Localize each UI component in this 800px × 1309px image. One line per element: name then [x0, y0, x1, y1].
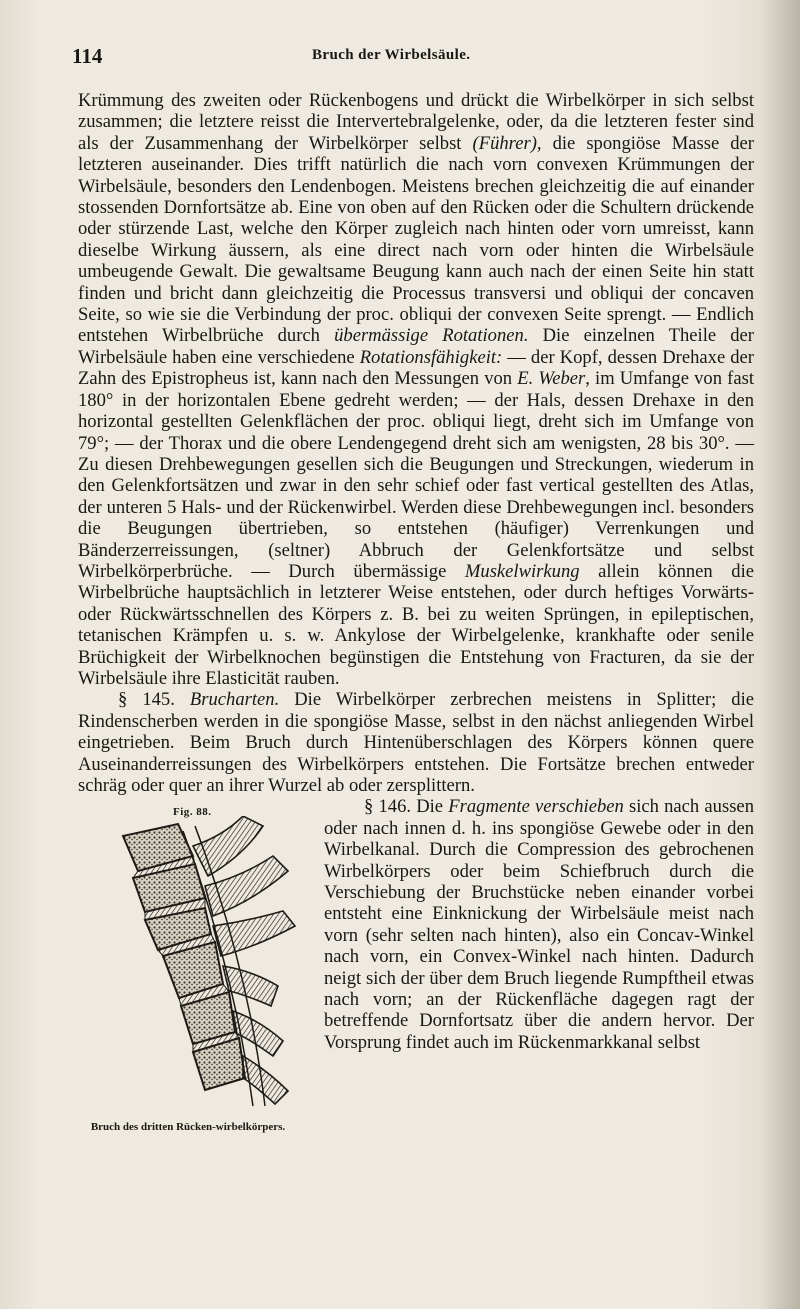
figure-88	[78, 796, 310, 1176]
running-title: Bruch der Wirbelsäule.	[312, 47, 471, 63]
paragraph: Krümmung des zweiten oder Rückenbogens und drückt die Wirbelkörper in sich selbst zusammen; die letztere reisst die Intervertebralgelenke, oder, da die letzteren fester sind als der Zusammenhang der Wirbelkörper selbst (Führer), die spongiöse Masse der letzteren auseinander. Dies trifft natürlich die nach vorn convexen Krümmungen der Wirbelsäule, besonders den Lendenbogen. Meistens brechen gleichzeitig die auf einander stossenden Dornfortsätze ab. Eine von oben auf den Rücken oder die Schultern drückende oder stürzende Last, welche den Körper zugleich nach hinten oder vorn umreisst, kann dieselbe Wirkung äussern, als eine direct nach vorn oder hinten die Wirbelsäule umbeugende Gewalt. Die gewaltsame Beugung kann auch nach der einen Seite hin statt finden und bricht dann gleichzeitig die Processus transversi und obliqui der concaven Seite, so wie sie die Verbindung der proc. obliqui der convexen Seite sprengt. — Endlich entstehen Wirbelbrüche durch übermässige Rotationen. Die einzelnen Theile der Wirbelsäule haben eine verschiedene Rotationsfähigkeit: — der Kopf, dessen Drehaxe der Zahn des Epistropheus ist, kann nach den Messungen von E. Weber, im Umfange von fast 180° in der horizontalen Ebene gedreht werden; — der Hals, dessen Drehaxe in den horizontal gestellten Gelenkflächen der proc. obliqui liegt, dreht sich im Umfange von 79°; — der Thorax und die obere Lendengegend dreht sich am wenigsten, 28 bis 30°. — Zu diesen Drehbewegungen gesellen sich die Beugungen und Streckungen, wiederum in den Gelenkfortsätzen und zwar in den sehr schief oder fast vertical gestellten des Atlas, der unteren 5 Hals- und der Rückenwirbel. Werden diese Drehbewegungen incl. besonders die Beugungen übertrieben, so entstehen (häufiger) Verrenkungen und Bänderzerreissungen, (seltner) Abbruch der Gelenkfortsätze und selbst Wirbelkörperbrüche. — Durch übermässige Muskelwirkung allein können die Wirbelbrüche hauptsächlich in letzterer Weise entstehen, oder durch heftiges Vorwärts- oder Rückwärtsschnellen des Körpers z. B. bei zu weiten Sprüngen, in epileptischen, tetanischen Krämpfen u. s. w. Ankylose der Wirbelgelenke, krankhafte oder senile Brüchigkeit der Wirbelknochen begünstigen die Entstehung von Fracturen, da sie der Wirbelsäule ihre Elasticität rauben.	[78, 90, 755, 689]
figure-label: Fig. 88.	[173, 806, 212, 819]
figure-caption: Bruch des dritten Rücken-wirbelkörpers.	[90, 1121, 286, 1134]
spine-fracture-illustration	[83, 816, 308, 1116]
paragraph-section-145: § 145. Brucharten. Die Wirbelkörper zerbrechen meistens in Splitter; die Rindenscherben werden in die spongiöse Masse, selbst in den nächst anliegenden Wirbel eingetrieben. Beim Bruch durch Hintenüberschlagen des Körpers können quere Auseinanderreissungen des Wirbelkörpers entstehen. Die Fortsätze brechen entweder schräg oder quer an ihrer Wurzel ab oder zersplittern.	[78, 689, 755, 796]
paragraph-section-146: § 146. Die Fragmente verschieben sich nach aussen oder nach innen d. h. ins spongiöse Gewebe oder in den Wirbelkanal. Durch die Compression des gebrochenen Wirbelkörpers oder beim Schiefbruch durch die Verschiebung der Bruchstücke neben einander vorbei entsteht eine Einknickung der Wirbelsäule meist nach vorn (sehr selten nach hinten), also ein Concav-Winkel nach vorn, ein Convex-Winkel nach hinten. Dadurch neigt sich der über dem Bruch liegende Rumpftheil etwas nach vorn; an der Rückenfläche dagegen ragt der betreffende Dornfortsatz über die andern hervor. Der Vorsprung findet auch im Rückenmarkkanal selbst	[324, 796, 754, 1053]
section-heading: Brucharten.	[189, 689, 280, 711]
running-head	[72, 44, 762, 70]
body-text	[78, 90, 754, 1176]
page-number: 114	[72, 44, 103, 68]
